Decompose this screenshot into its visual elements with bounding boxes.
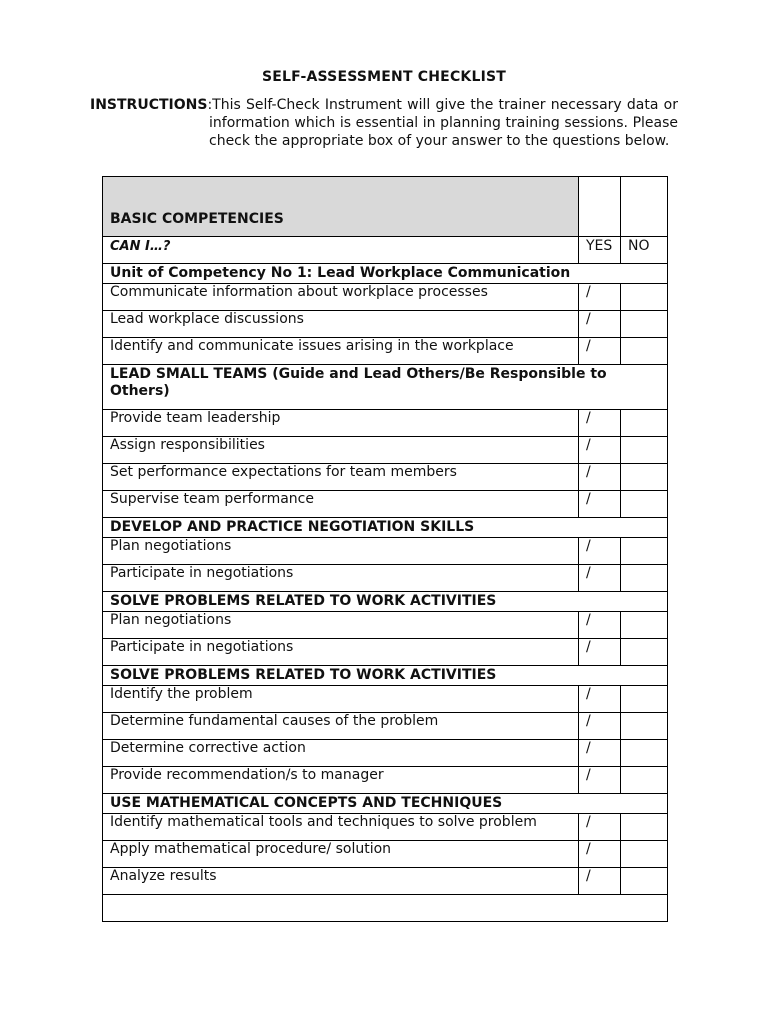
competency-item: Identify the problem [103, 686, 579, 713]
no-checkbox[interactable] [621, 437, 668, 464]
section-title: LEAD SMALL TEAMS (Guide and Lead Others/Be Responsible to Others) [103, 365, 668, 410]
yes-checkbox[interactable]: / [579, 464, 621, 491]
no-checkbox[interactable] [621, 686, 668, 713]
table-row [103, 841, 668, 868]
no-column-header: NO [621, 237, 668, 264]
no-checkbox[interactable] [621, 464, 668, 491]
blank-cell [103, 895, 668, 922]
header-basic-competencies: BASIC COMPETENCIES [103, 177, 579, 237]
table-row [103, 814, 668, 841]
table-row [103, 612, 668, 639]
can-i-row [103, 237, 668, 264]
no-checkbox[interactable] [621, 491, 668, 518]
yes-checkbox[interactable]: / [579, 311, 621, 338]
no-checkbox[interactable] [621, 639, 668, 666]
table-row [103, 410, 668, 437]
section-title: Unit of Competency No 1: Lead Workplace Communication [103, 264, 668, 284]
no-checkbox[interactable] [621, 565, 668, 592]
competency-item: Provide team leadership [103, 410, 579, 437]
instructions [90, 96, 678, 150]
competency-item: Identify and communicate issues arising in the workplace [103, 338, 579, 365]
no-checkbox[interactable] [621, 713, 668, 740]
yes-checkbox[interactable]: / [579, 639, 621, 666]
competency-item: Plan negotiations [103, 538, 579, 565]
yes-checkbox[interactable]: / [579, 841, 621, 868]
competency-item: Identify mathematical tools and techniques to solve problem [103, 814, 579, 841]
section-row [103, 794, 668, 814]
section-title: USE MATHEMATICAL CONCEPTS AND TECHNIQUES [103, 794, 668, 814]
table-row [103, 713, 668, 740]
no-checkbox[interactable] [621, 284, 668, 311]
instructions-label: INSTRUCTIONS: [90, 97, 213, 113]
table-row [103, 437, 668, 464]
no-checkbox[interactable] [621, 814, 668, 841]
table-row [103, 565, 668, 592]
competency-item: Analyze results [103, 868, 579, 895]
yes-checkbox[interactable]: / [579, 740, 621, 767]
competency-item: Determine fundamental causes of the problem [103, 713, 579, 740]
yes-checkbox[interactable]: / [579, 338, 621, 365]
competency-item: Communicate information about workplace processes [103, 284, 579, 311]
yes-checkbox[interactable]: / [579, 410, 621, 437]
yes-checkbox[interactable]: / [579, 686, 621, 713]
section-title: SOLVE PROBLEMS RELATED TO WORK ACTIVITIES [103, 666, 668, 686]
header-no-blank [621, 177, 668, 237]
no-checkbox[interactable] [621, 311, 668, 338]
section-row [103, 666, 668, 686]
no-checkbox[interactable] [621, 841, 668, 868]
table-row [103, 284, 668, 311]
competency-item: Lead workplace discussions [103, 311, 579, 338]
competency-item: Supervise team performance [103, 491, 579, 518]
no-checkbox[interactable] [621, 338, 668, 365]
can-i-label: CAN I…? [103, 237, 579, 264]
yes-checkbox[interactable]: / [579, 814, 621, 841]
table-row [103, 491, 668, 518]
section-title: DEVELOP AND PRACTICE NEGOTIATION SKILLS [103, 518, 668, 538]
competency-item: Participate in negotiations [103, 565, 579, 592]
table-row [103, 338, 668, 365]
competency-item: Assign responsibilities [103, 437, 579, 464]
header-row [103, 177, 668, 237]
competency-item: Determine corrective action [103, 740, 579, 767]
blank-row [103, 895, 668, 922]
table-row [103, 639, 668, 666]
yes-checkbox[interactable]: / [579, 538, 621, 565]
table-row [103, 868, 668, 895]
no-checkbox[interactable] [621, 538, 668, 565]
section-row [103, 264, 668, 284]
yes-checkbox[interactable]: / [579, 565, 621, 592]
section-row [103, 365, 668, 410]
no-checkbox[interactable] [621, 767, 668, 794]
yes-checkbox[interactable]: / [579, 491, 621, 518]
section-row [103, 592, 668, 612]
yes-checkbox[interactable]: / [579, 612, 621, 639]
competency-item: Set performance expectations for team members [103, 464, 579, 491]
section-title: SOLVE PROBLEMS RELATED TO WORK ACTIVITIES [103, 592, 668, 612]
yes-checkbox[interactable]: / [579, 868, 621, 895]
competency-item: Apply mathematical procedure/ solution [103, 841, 579, 868]
instructions-text: This Self-Check Instrument will give the trainer necessary data or information which is essential in planning training sessions. Please check the appropriate box of your answer to the questions below. [209, 97, 678, 149]
table-row [103, 740, 668, 767]
competency-item: Participate in negotiations [103, 639, 579, 666]
section-row [103, 518, 668, 538]
table-row [103, 311, 668, 338]
table-row [103, 464, 668, 491]
no-checkbox[interactable] [621, 612, 668, 639]
no-checkbox[interactable] [621, 740, 668, 767]
competency-item: Provide recommendation/s to manager [103, 767, 579, 794]
yes-checkbox[interactable]: / [579, 437, 621, 464]
table-row [103, 538, 668, 565]
competency-item: Plan negotiations [103, 612, 579, 639]
yes-column-header: YES [579, 237, 621, 264]
table-row [103, 767, 668, 794]
self-assessment-table [102, 176, 668, 922]
no-checkbox[interactable] [621, 868, 668, 895]
yes-checkbox[interactable]: / [579, 713, 621, 740]
yes-checkbox[interactable]: / [579, 284, 621, 311]
header-yes-blank [579, 177, 621, 237]
no-checkbox[interactable] [621, 410, 668, 437]
yes-checkbox[interactable]: / [579, 767, 621, 794]
table-row [103, 686, 668, 713]
page-title: SELF-ASSESSMENT CHECKLIST [261, 69, 507, 85]
